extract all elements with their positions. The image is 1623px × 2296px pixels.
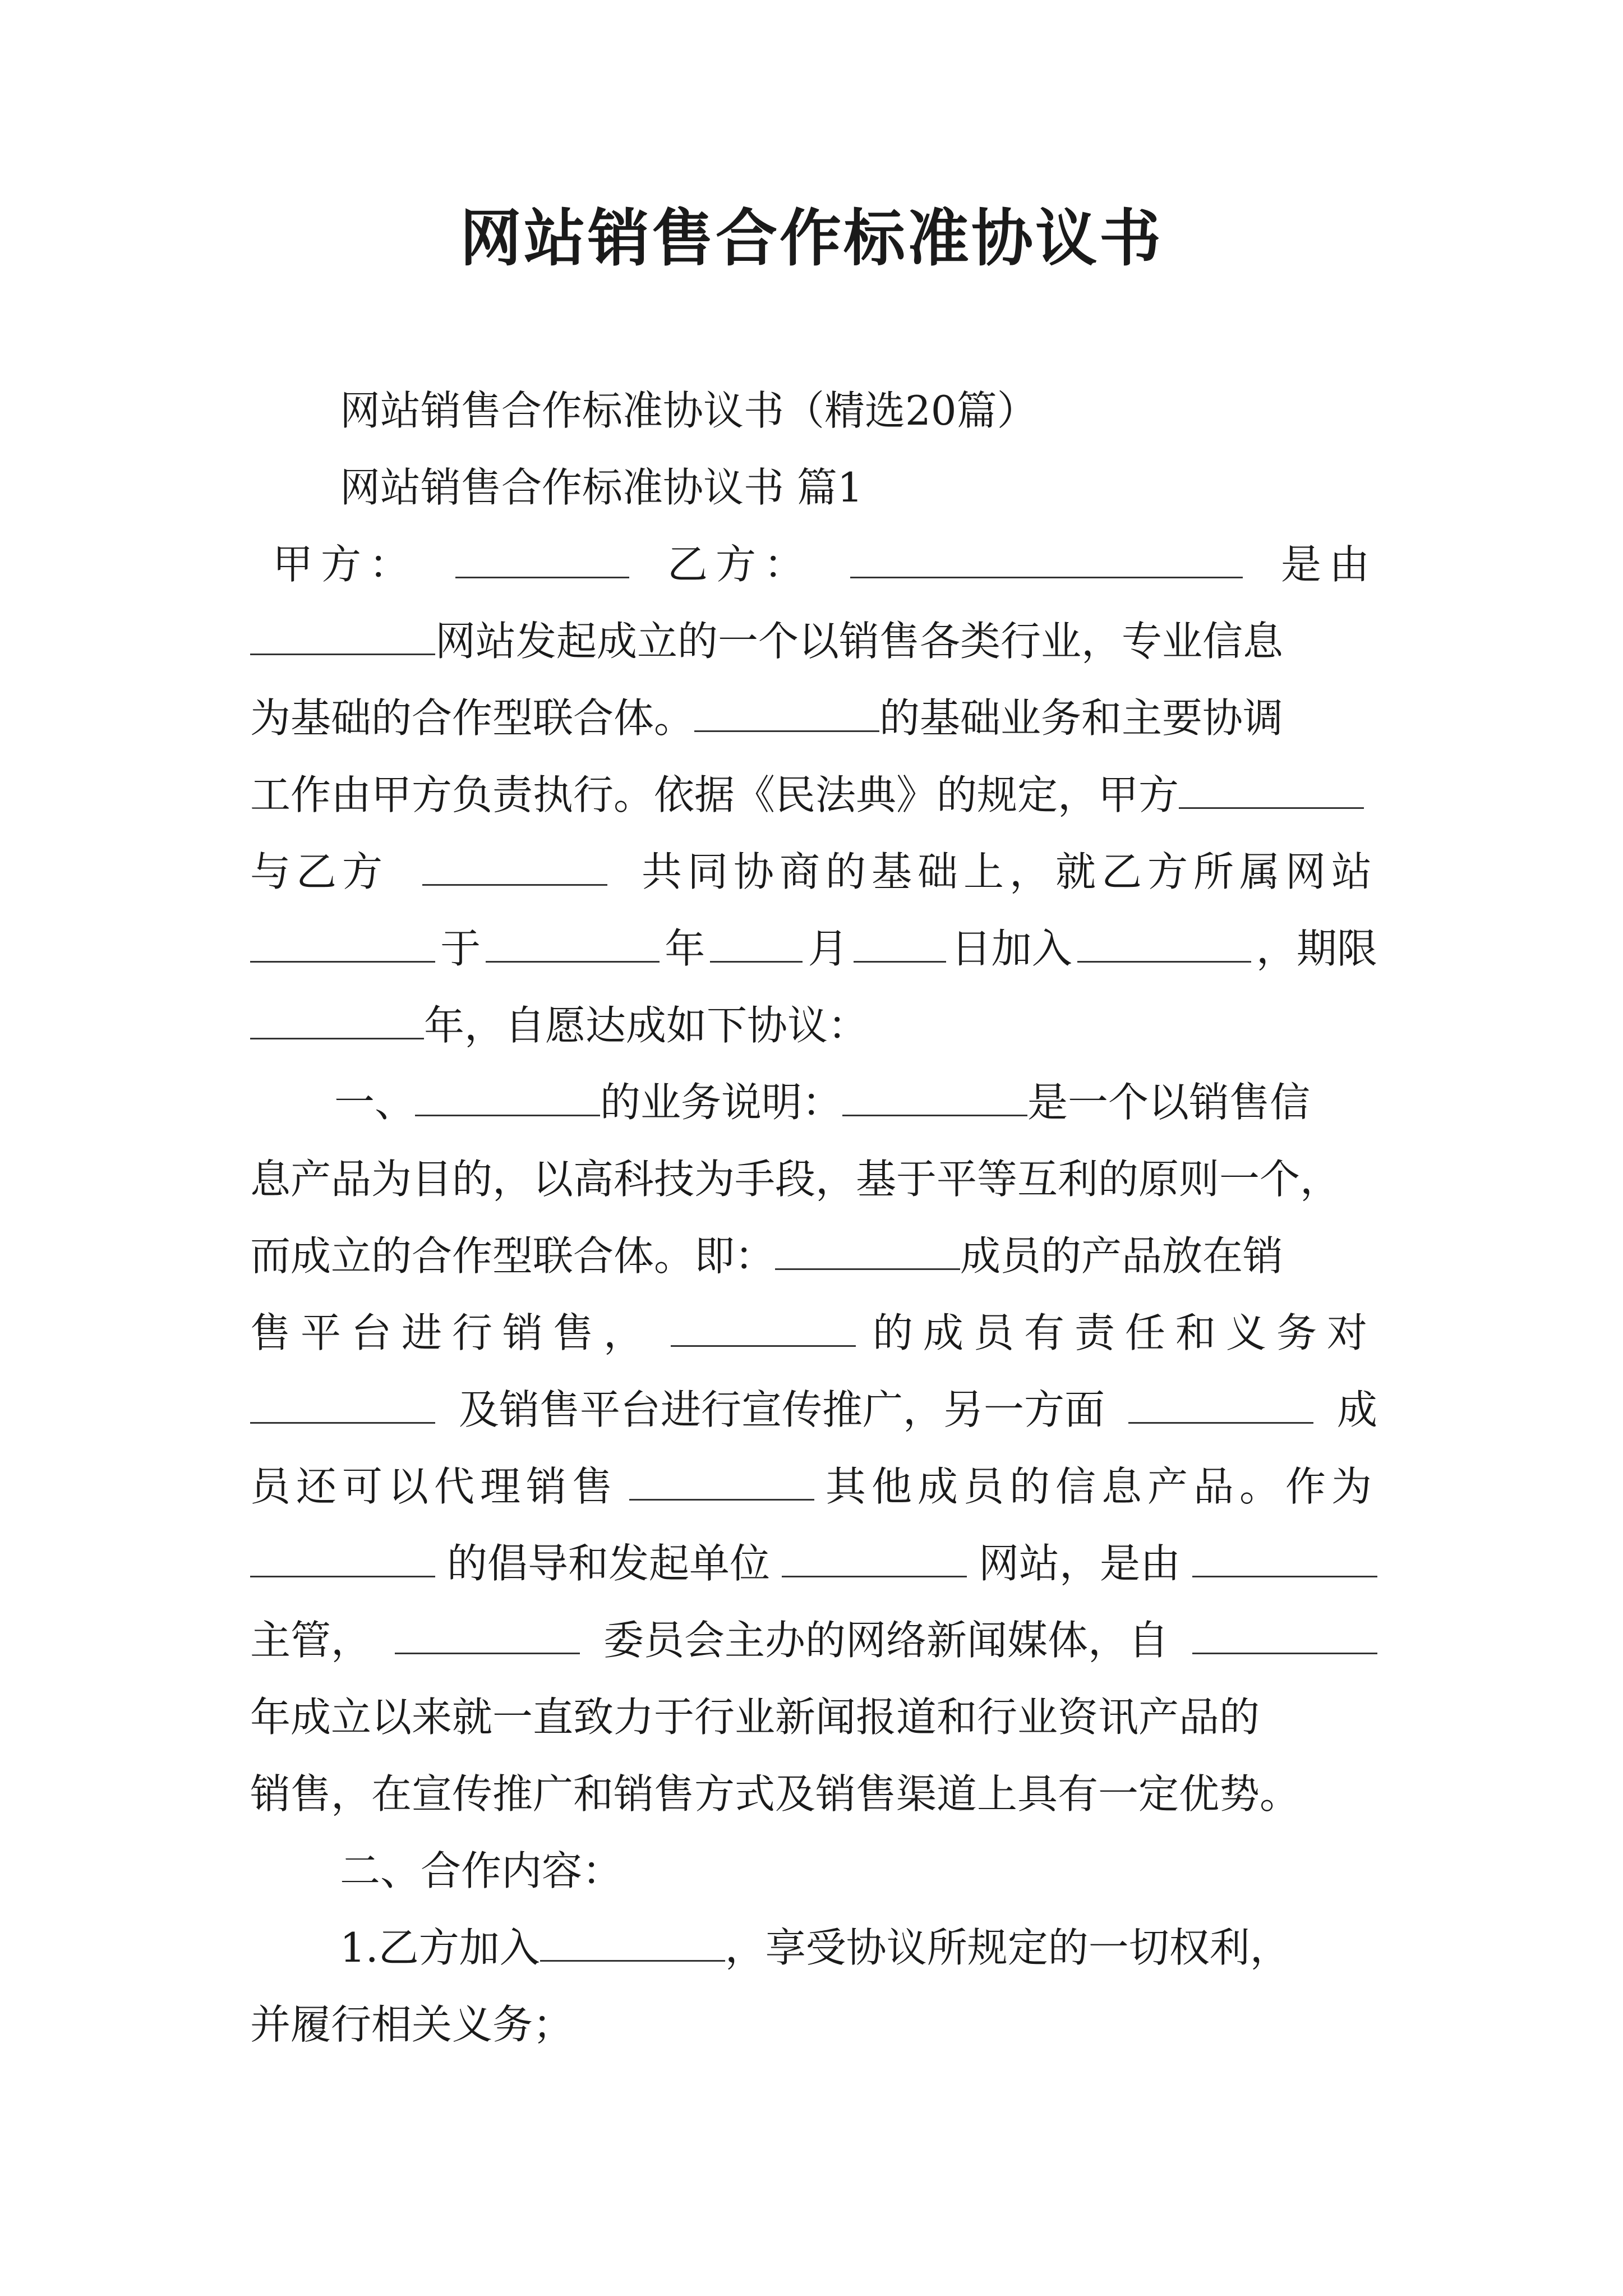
p2-line6 (250, 1448, 1377, 1525)
subtitle: 网站销售合作标准协议书（精选20篇） (340, 387, 1038, 434)
p2-line8 (250, 1602, 1377, 1679)
p3-item1 (250, 1910, 1377, 1986)
text: 其他成员的信息产品。作为 (825, 1463, 1377, 1510)
text: 的业务说明： (600, 1079, 843, 1126)
text: 年 (665, 925, 706, 972)
p2-line2: 息产品为目的，以高科技为手段，基于平等互利的原则一个， (250, 1156, 1341, 1203)
p1-line6 (250, 910, 1377, 987)
document-body (250, 372, 1377, 2063)
party-a-blank (455, 542, 629, 578)
text: 的基础业务和主要协调 (879, 694, 1284, 742)
p2-line7 (250, 1525, 1377, 1602)
blank (1128, 1387, 1313, 1424)
p1-line7 (250, 987, 1377, 1064)
p1-line2 (250, 603, 1377, 680)
party-b-blank (850, 542, 1243, 578)
text: 主管， (250, 1617, 372, 1664)
blank (395, 1618, 580, 1654)
p2-line1 (250, 1064, 1377, 1141)
text: 工作由甲方负责执行。依据《民法典》的规定，甲方 (250, 771, 1179, 818)
blank (250, 926, 435, 963)
blank (671, 1310, 856, 1347)
text: 是一个以销售信 (1027, 1079, 1311, 1126)
blank (1192, 1541, 1377, 1577)
blank (486, 926, 660, 963)
blank (842, 1080, 1027, 1116)
section-heading: 网站销售合作标准协议书 篇1 (340, 464, 863, 511)
text: 于 (440, 925, 481, 972)
party-line-end: 是由 (1280, 541, 1377, 588)
party-b-label: 乙方： (667, 541, 812, 588)
text: 而成立的合作型联合体。即： (250, 1232, 776, 1280)
p1-line3 (250, 680, 1377, 757)
text: 售平台进行销售， (250, 1309, 654, 1356)
p1-line5 (250, 834, 1377, 910)
blank (1192, 1618, 1377, 1654)
blank (250, 1541, 435, 1577)
p2-line3 (250, 1218, 1377, 1295)
text: 成 (1336, 1386, 1377, 1433)
p2-line10: 销售，在宣传推广和销售方式及销售渠道上具有一定优势。 (250, 1770, 1301, 1818)
blank (415, 1080, 600, 1116)
text: 年，自愿达成如下协议： (424, 1002, 869, 1049)
p2-line9: 年成立以来就一直致力于行业新闻报道和行业资讯产品的 (250, 1694, 1260, 1741)
text: 员还可以代理销售 (250, 1463, 619, 1510)
text: 网站发起成立的一个以销售各类行业，专业信息 (435, 618, 1284, 665)
text: 月 (808, 925, 849, 972)
text: 的倡导和发起单位 (446, 1540, 770, 1587)
text: 一、 (334, 1079, 416, 1126)
text: 与乙方 (250, 848, 389, 895)
blank (782, 1541, 967, 1577)
blank (629, 1464, 814, 1501)
p3-item1-cont: 并履行相关义务； (250, 2001, 574, 2048)
party-line (250, 526, 1377, 603)
blank (250, 1387, 435, 1424)
p2-line5 (250, 1372, 1377, 1448)
text: ，期限 (1256, 925, 1377, 972)
blank (710, 926, 803, 963)
blank (422, 849, 607, 886)
blank (250, 1003, 424, 1039)
text: 及销售平台进行宣传推广，另一方面 (458, 1386, 1105, 1433)
text: 的成员有责任和义务对 (872, 1309, 1377, 1356)
text: 成员的产品放在销 (960, 1232, 1284, 1280)
blank (540, 1925, 725, 1962)
blank (854, 926, 946, 963)
blank (694, 696, 879, 732)
text: 网站，是由 (978, 1540, 1181, 1587)
text: 共同协商的基础上，就乙方所属网站 (641, 848, 1377, 895)
blank (775, 1234, 960, 1270)
blank (1077, 926, 1251, 963)
text: 委员会主办的网络新闻媒体，自 (603, 1617, 1169, 1664)
p1-line4 (250, 757, 1377, 834)
blank (1179, 772, 1364, 809)
text: 1.乙方加入 (340, 1924, 540, 1971)
text: 为基础的合作型联合体。 (250, 694, 695, 742)
text: 日加入 (951, 925, 1072, 972)
p3-heading: 二、合作内容： (340, 1847, 623, 1894)
blank (250, 619, 435, 655)
text: ，享受协议所规定的一切权利， (725, 1924, 1290, 1971)
document-title: 网站销售合作标准协议书 (460, 202, 1163, 274)
party-a-label: 甲方： (273, 541, 418, 588)
p2-line4 (250, 1295, 1377, 1372)
